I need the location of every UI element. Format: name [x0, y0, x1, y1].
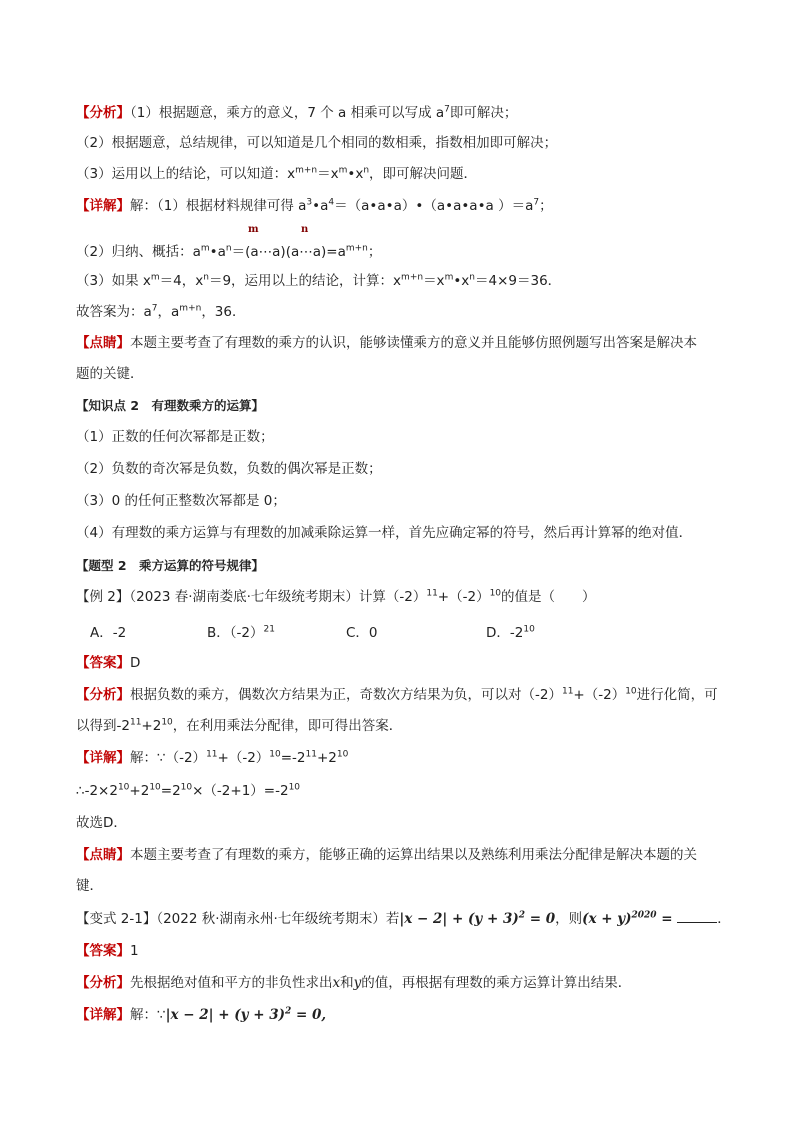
analysis-line-2: （2）根据题意，总结规律，可以知道是几个相同的数相乘，指数相加即可解决；	[76, 135, 558, 151]
analysis-line-1: 【分析】（1）根据题意，乘方的意义，7 个 a 相乘可以写成 $a^7$即可解决；	[76, 104, 518, 121]
rule-3: （3）0 的任何正整数次幂都是 0；	[76, 493, 286, 509]
option-b: B．$(-2)^{21}$	[207, 624, 275, 641]
knowledge-point-2-heading: 【知识点 2 有理数乘方的运算】	[76, 398, 265, 413]
analysis-line-3: （3）运用以上的结论，可以知道：$x^{m+n}=x^m•x^n$，即可解决问题．	[76, 165, 478, 182]
rule-4: （4）有理数的乘方运算与有理数的加减乘除运算一样，首先应确定幂的符号，然后再计算幂的绝对值．	[76, 525, 693, 541]
variation-2-1-question: 【变式 2-1】（2022 秋·湖南永州·七年级统考期末）若$|x - 2| + (y + 3)^2 = 0$，则$(x + y)^{2020}$ = ．	[76, 910, 731, 927]
variation-2-1-detail: 【详解】解：∵|x − $2| + (y + 3)^2 = 0$,	[76, 1006, 327, 1023]
detail-line-3: （3）如果 $x^m=4$，$x^n=9$，运用以上的结论，计算：$x^{m+n}=x^m•x^n=4\times 9=36$．	[76, 272, 562, 289]
example-2-comment-2: 键．	[76, 878, 103, 894]
example-2-question: 【例 2】（2023 春·湖南娄底·七年级统考期末）计算$(-2)^{11}+(-2)^{10}$的值是（ ）	[76, 588, 596, 605]
overbrace-label-n: n	[301, 224, 309, 235]
answer-blank	[677, 910, 717, 923]
variation-2-1-answer: 【答案】1	[76, 943, 139, 959]
rule-2: （2）负数的奇次幂是负数，负数的偶次幂是正数；	[76, 461, 382, 477]
answer-line: 故答案为：$a^7$，$a^{m+n}$，36．	[76, 303, 246, 320]
option-c: C．0	[346, 625, 378, 641]
example-2-detail-3: 故选D．	[76, 815, 127, 831]
example-2-analysis-1: 【分析】根据负数的乘方，偶数次方结果为正，奇数次方结果为负，可以对$(-2)^{11}+(-2)^{10}$进行化简，可	[76, 686, 718, 703]
question-type-2-heading: 【题型 2 乘方运算的符号规律】	[76, 558, 265, 573]
detail-line-2: （2）归纳、概括：$a^m•a^n=(a\cdots a)(a\cdots a)=a^{m+n}$；	[76, 243, 382, 260]
example-2-comment-1: 【点睛】本题主要考查了有理数的乘方，能够正确的运算出结果以及熟练利用乘法分配律是解决本题的关	[76, 847, 697, 863]
rule-1: （1）正数的任何次幂都是正数；	[76, 429, 274, 445]
example-2-detail-1: 【详解】解：$\because(-2)^{11}+(-2)^{10}=-2^{11}+2^{10}$	[76, 749, 349, 766]
example-2-analysis-2: 以得到$-2^{11}+2^{10}$，在利用乘法分配律，即可得出答案．	[76, 717, 403, 734]
comment-line-2: 题的关键．	[76, 366, 144, 382]
detail-line-1: 【详解】解：（1）根据材料规律可得 $a^3•a^4=(a•a•a)•(a•a•a•a$ ）$=a^7$；	[76, 197, 553, 214]
example-2-detail-2: $\therefore-2\times 2^{10}+2^{10}=2^{10}\times(-2+1)=-2^{10}$	[76, 782, 301, 799]
option-d: D．$-2^{10}$	[486, 624, 535, 641]
comment-line-1: 【点睛】本题主要考查了有理数的乘方的认识，能够读懂乘方的意义并且能够仿照例题写出答案是解决本	[76, 335, 697, 351]
option-a: A．-2	[90, 625, 127, 641]
overbrace-label-m: m	[248, 224, 259, 235]
example-2-answer: 【答案】D	[76, 655, 141, 671]
variation-2-1-analysis: 【分析】先根据绝对值和平方的非负性求出x和y的值，再根据有理数的乘方运算计算出结果．	[76, 975, 632, 991]
